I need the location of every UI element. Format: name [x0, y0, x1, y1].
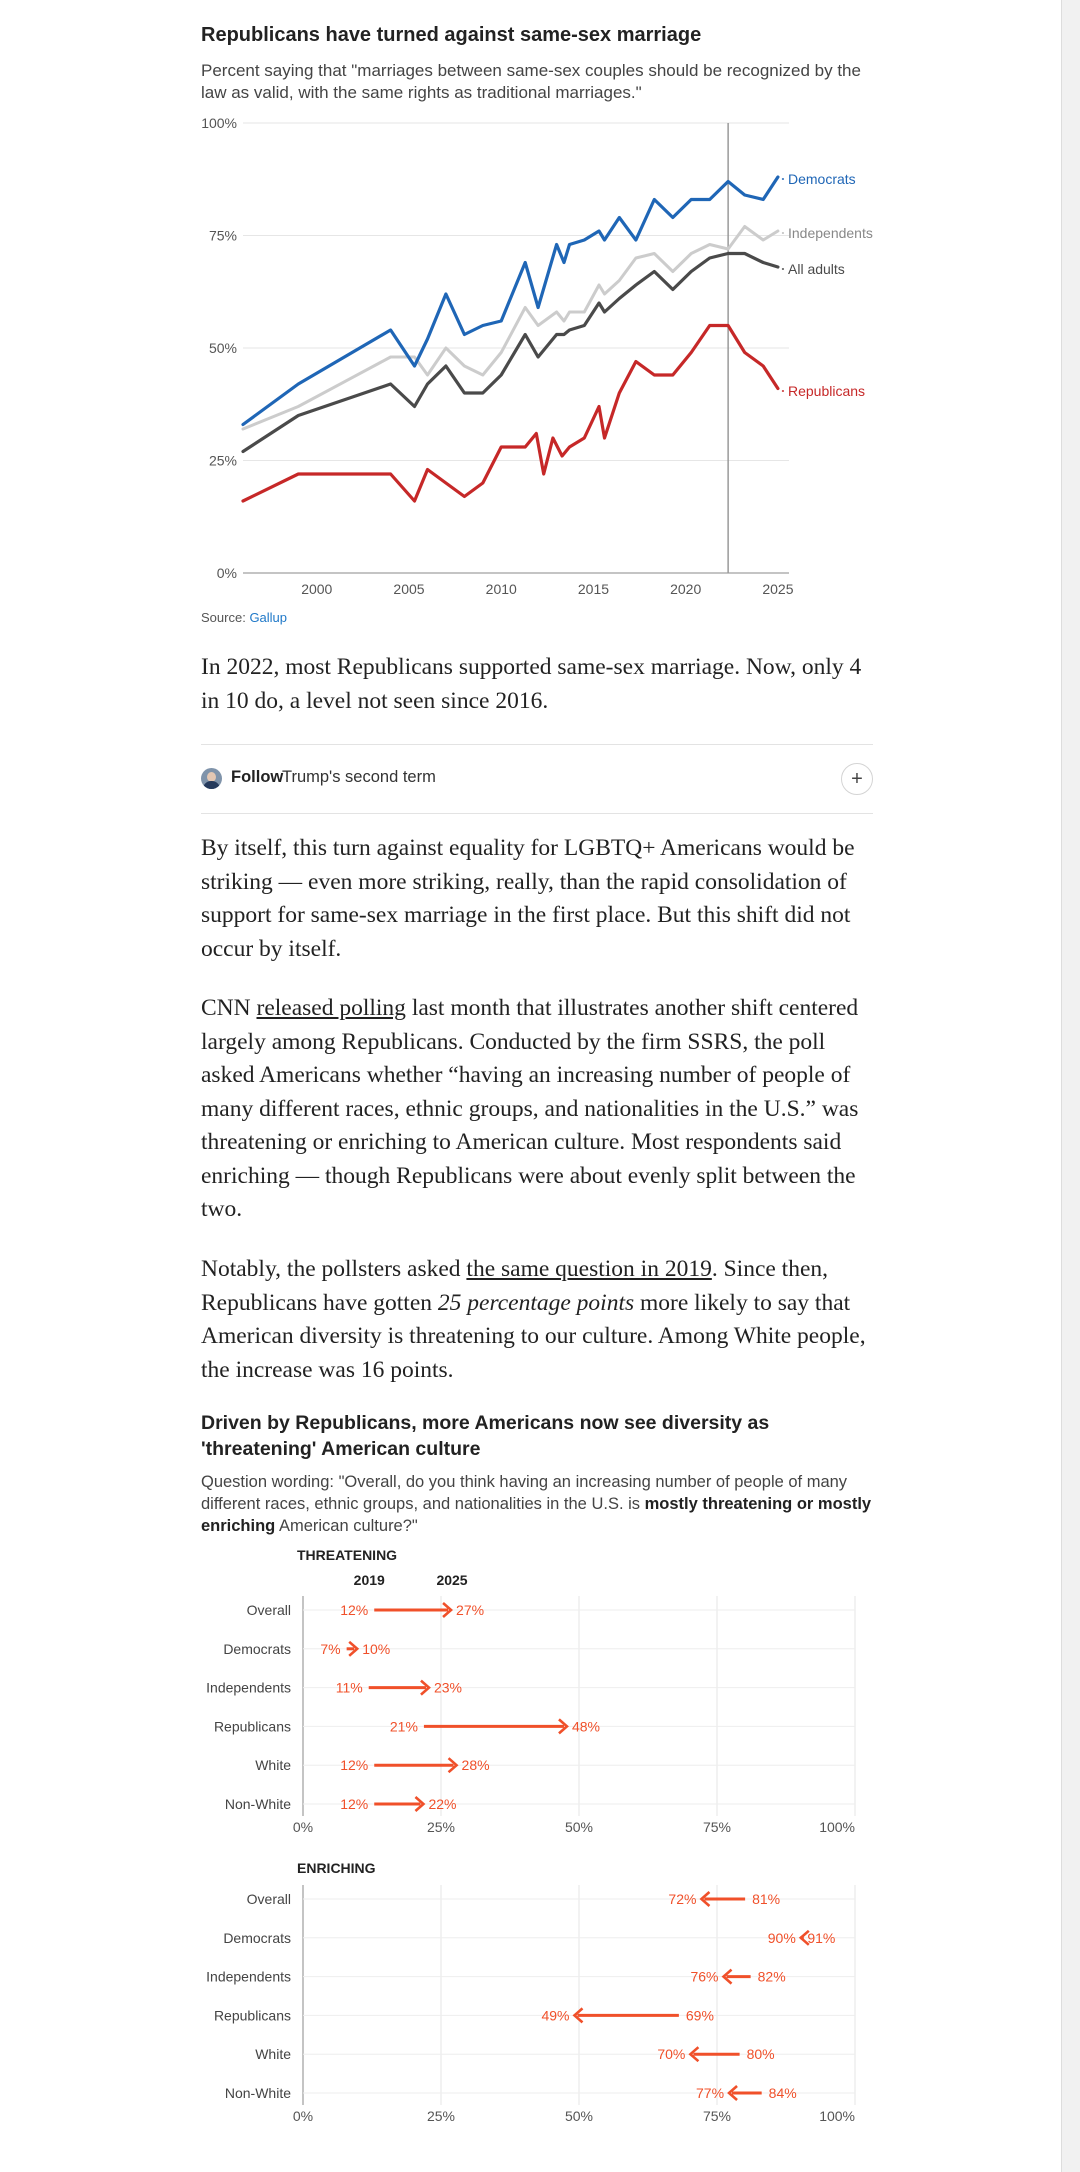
follow-topic: Trump's second term [282, 768, 436, 786]
x-tick-label: 0% [292, 1819, 314, 1835]
paragraph-1: By itself, this turn against equality for LGBTQ+ Americans would be striking — even more striking, really, than the rapid consolidation of support for same-sex marriage in the first place. But this shift did not occur by itself. [201, 835, 855, 962]
x-tick-label: 2015 [577, 581, 610, 597]
series-line-all-adults [243, 254, 778, 452]
legend-year-2025: 2025 [436, 1572, 468, 1588]
plus-icon[interactable]: + [841, 763, 873, 795]
series-line-democrats [243, 177, 778, 425]
value-label-2025: 27% [456, 1602, 485, 1618]
series-line-independents [243, 227, 778, 430]
line-chart [0, 0, 1060, 600]
y-tick-label: 0% [216, 565, 237, 581]
scrollbar-track[interactable] [1061, 0, 1080, 2172]
value-label-2019: 11% [335, 1679, 363, 1696]
row-label-non-white: Non-White [224, 1796, 291, 1812]
chart2-subtitle: Question wording: "Overall, do you think having an increasing number of people of many different races, ethnic groups, and nationalities in the U.S. is mostly threatening or mostly enriching American culture?" [201, 1473, 872, 1535]
released-polling-link[interactable]: released polling [256, 995, 406, 1021]
value-label-2025: 77% [696, 2085, 725, 2101]
follow-button[interactable]: Follow [231, 768, 284, 786]
series-label-all-adults: All adults [788, 261, 845, 277]
x-tick-label: 25% [426, 1819, 456, 1835]
chart1-source [201, 610, 287, 625]
source-label: Source: [201, 610, 246, 625]
same-question-link[interactable]: the same question in 2019 [466, 1256, 712, 1282]
row-label-republicans: Republicans [213, 2007, 291, 2024]
panel-title: THREATENING [297, 1547, 398, 1563]
value-label-2019: 84% [768, 2085, 797, 2101]
x-tick-label: 25% [426, 2108, 456, 2124]
chart1-subtitle: Percent saying that "marriages between same-sex couples should be recognized by the law as valid, with the same rights as traditional marriages." [201, 61, 861, 102]
row-label-white: White [255, 2046, 291, 2063]
chart1-title: Republicans have turned against same-sex marriage [201, 24, 702, 46]
series-label-democrats: Democrats [788, 171, 856, 187]
paragraph-3: Notably, the pollsters asked the same question in 2019. Since then, Republicans have gotten 25 percentage points more likely to say that American diversity is threatening to our culture. Among White people, the increase was 16 points. [201, 1256, 866, 1383]
x-tick-label: 75% [702, 1819, 732, 1835]
x-tick-label: 2010 [485, 581, 517, 597]
row-label-independents: Independents [206, 1679, 291, 1696]
x-tick-label: 100% [819, 1819, 855, 1835]
value-label-2025: 49% [541, 2007, 570, 2024]
x-tick-label: 2000 [301, 581, 333, 597]
x-tick-label: 2020 [670, 581, 702, 597]
value-label-2025: 48% [571, 1718, 600, 1735]
y-tick-label: 25% [208, 452, 237, 469]
series-label-republicans: Republicans [788, 383, 866, 399]
row-label-democrats: Democrats [223, 1929, 291, 1946]
value-label-2025: 72% [668, 1891, 697, 1907]
value-label-2025: 90% [767, 1929, 796, 1946]
value-label-2025: 76% [690, 1968, 719, 1985]
lede-paragraph: In 2022, most Republicans supported same-sex marriage. Now, only 4 in 10 do, a level not seen since 2016. [201, 654, 862, 714]
arrow-chart-threatening [0, 1540, 1060, 1840]
value-label-2019: 21% [389, 1718, 418, 1735]
series-line-republicans [243, 326, 778, 502]
follow-bar [201, 744, 873, 814]
row-label-republicans: Republicans [213, 1718, 291, 1735]
value-label-2025: 28% [461, 1757, 490, 1774]
value-label-2019: 82% [757, 1968, 786, 1985]
x-tick-label: 75% [702, 2108, 732, 2124]
value-label-2019: 7% [320, 1640, 341, 1657]
row-label-white: White [255, 1757, 291, 1774]
value-label-2019: 12% [340, 1796, 369, 1812]
x-tick-label: 50% [564, 2108, 594, 2124]
value-label-2019: 91% [807, 1929, 836, 1946]
value-label-2019: 80% [746, 2046, 775, 2063]
y-tick-label: 75% [208, 227, 237, 244]
row-label-non-white: Non-White [224, 2085, 291, 2101]
source-link-gallup[interactable]: Gallup [249, 610, 288, 625]
value-label-2025: 10% [362, 1640, 391, 1657]
row-label-overall: Overall [246, 1891, 291, 1907]
row-label-overall: Overall [246, 1602, 291, 1618]
paragraph-2: CNN released polling last month that illustrates another shift centered largely among Republicans. Conducted by the firm SSRS, the poll asked Americans whether “having an increasing number of people of many different races, ethnic groups, and nationalities in the U.S.” was threatening or enriching to American culture. Most respondents said enriching — though Republicans were about evenly split between the two. [201, 995, 859, 1222]
legend-year-2019: 2019 [353, 1572, 385, 1588]
value-label-2019: 69% [685, 2007, 714, 2024]
x-tick-label: 2005 [393, 581, 425, 597]
panel-title: ENRICHING [297, 1860, 376, 1876]
value-label-2019: 12% [340, 1602, 369, 1618]
chart2-title: Driven by Republicans, more Americans now see diversity as 'threatening' American culture [201, 1412, 770, 1460]
x-tick-label: 0% [292, 2108, 314, 2124]
value-label-2019: 81% [752, 1891, 781, 1907]
x-tick-label: 50% [564, 1819, 594, 1835]
topic-avatar [201, 768, 222, 789]
x-tick-label: 2025 [762, 581, 794, 597]
x-tick-label: 100% [819, 2108, 855, 2124]
value-label-2025: 70% [657, 2046, 686, 2063]
value-label-2025: 23% [433, 1679, 462, 1696]
row-label-democrats: Democrats [223, 1640, 291, 1657]
row-label-independents: Independents [206, 1968, 291, 1985]
value-label-2019: 12% [340, 1757, 369, 1774]
arrow-chart-enriching [0, 1850, 1060, 2130]
value-label-2025: 22% [428, 1796, 457, 1812]
y-tick-label: 50% [208, 340, 237, 356]
series-label-independents: Independents [788, 225, 873, 241]
y-tick-label: 100% [201, 115, 237, 131]
